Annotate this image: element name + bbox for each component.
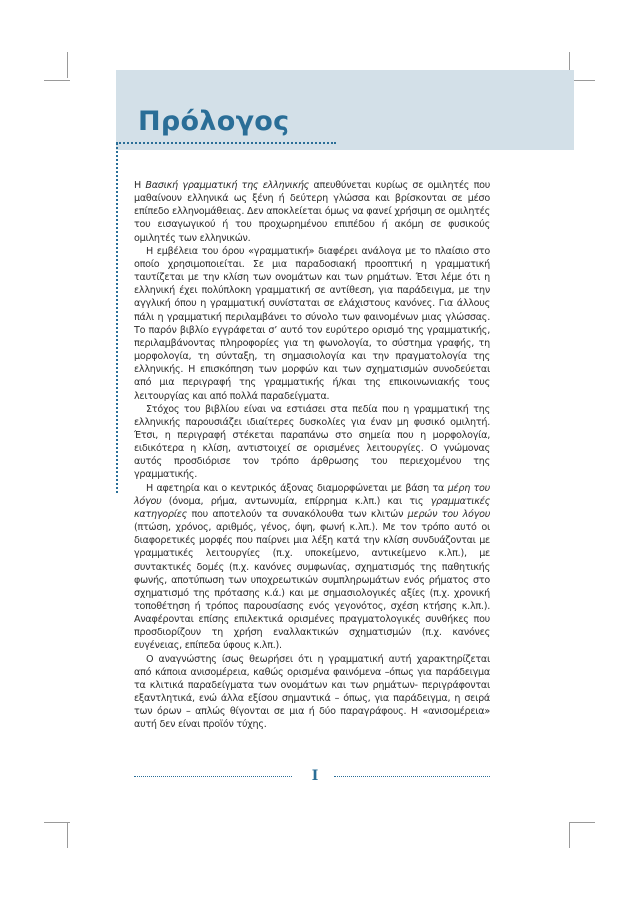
page-number: I [311,768,319,784]
left-dotted-rule [116,143,118,493]
paragraph [134,403,490,482]
crop-mark [569,822,570,848]
paragraph [134,179,490,245]
text-run: Στόχος του βιβλίου είναι να εστιάσει στα πεδία που η γραμματική της ελληνικής παρουσιάζει ιδιαίτερες δυσκολίες για έναν μη φυσικό ομιλητή. Έτσι, η περιγραφή στέκεται παραπάνω στο σημεία που η μορφολογία, ειδικότερα η κλίση, αντιστοιχεί σε ορισμένες λειτουργίες. Ο γνώμονας αυτός προσδιόρισε τον τρόπο άρθρωσης του περιεχομένου της γραμματικής. [134,403,490,481]
page-title: Πρόλογος [138,106,290,137]
text-run: Η [134,180,146,191]
paragraph [134,482,490,653]
italic-text: μερών του λόγου [407,508,491,520]
italic-text: μέρη του λόγου [134,482,490,507]
crop-mark [67,52,68,78]
text-run: (όνομα, ρήμα, αντωνυμία, επίρρημα κ.λπ.) και τις [161,495,431,507]
text-run: που αποτελούν τα συνακόλουθα των κλιτών [187,508,408,520]
italic-text: Βασική γραμματική της ελληνικής [145,180,310,191]
italic-text: γραμματικές κατηγορίες [134,495,490,520]
paragraph [134,653,490,732]
crop-mark [67,822,68,848]
body-text [134,179,490,732]
text-run: Η αφετηρία και ο κεντρικός άξονας διαμορφώνεται με βάση τα [146,482,448,494]
footer-rule-left [134,776,292,777]
crop-mark [44,80,70,81]
crop-mark [569,822,595,823]
text-run: (πτώση, χρόνος, αριθμός, γένος, όψη, φωνή κ.λπ.). Με τον τρόπο αυτό οι διαφορετικές μορφές που παίρνει μια λέξη κατά την κλίση συνδυάζονται με γραμματικές λειτουργίες (π.χ. υποκείμενο, αντικείμενο κ.λπ.), με συντακτικές δομές (π.χ. κανόνες συμφωνίας, σχηματισμός της παθητικής φωνής, αποτύπωση των υποχρεωτικών συμπληρωμάτων ενός ρήματος στο σχηματισμό της πρότασης κ.ά.) και με σημασιολογικές αξίες (π.χ. χρονική τοποθέτηση ή τρόπος παρουσίασης ενός γεγονότος, σχέση κτήσης κ.λπ.). Αναφέρονται επίσης επιλεκτικά ορισμένες πραγματολογικές συνθήκες που προσδιορίζουν τη χρήση εναλλακτικών σχηματισμών (π.χ. κανόνες ευγένειας, επίπεδα ύφους κ.λπ.). [134,522,490,652]
title-underline [116,142,336,144]
text-run: Ο αναγνώστης ίσως θεωρήσει ότι η γραμματική αυτή χαρακτηρίζεται από κάποια ανισομέρεια, καθώς ορισμένα φαινόμενα –όπως για παράδειγμα τα κλιτικά παραδείγματα των ονομάτων και των ρημάτων- περιγράφονται εξαντλητικά, ενώ άλλα εξίσου σημαντικά – όπως, για παράδειγμα, η σειρά των όρων – απλώς θίγονται σε μια ή δύο παραγράφους. Η «ανισομέρεια» αυτή δεν είναι προϊόν τύχης. [134,653,490,731]
paragraph [134,245,490,403]
text-run: απευθύνεται κυρίως σε ομιλητές που μαθαίνουν ελληνικά ως ξένη ή δεύτερη γλώσσα και βρίσκονται σε μέσο επίπεδο ελληνομάθειας. Δεν αποκλείεται όμως να φανεί χρήσιμη σε ομιλητές του εισαγωγικού ή του προχωρημένου επιπέδου ή ακόμη σε φυσικούς ομιλητές των ελληνικών. [134,180,491,244]
text-run: Η εμβέλεια του όρου «γραμματική» διαφέρει ανάλογα με το πλαίσιο στο οποίο χρησιμοποιείται. Σε μια παραδοσιακή προοπτική η γραμματική ταυτίζεται με την κλίση των ονομάτων και των ρημάτων. Έτσι λέμε ότι η ελληνική έχει πολύπλοκη γραμματική σε αντίθεση, για παράδειγμα, με την αγγλική όπου η γραμματική συνίσταται σε ελάχιστους κανόνες. Για άλλους πάλι η γραμματική περιλαμβάνει το σύνολο των φαινομένων μιας γλώσσας. Το παρόν βιβλίο εγγράφεται σ’ αυτό τον ευρύτερο ορισμό της γραμματικής, περιλαμβάνοντας πληροφορίες για τη φωνολογία, το σύστημα γραφής, τη μορφολογία, τη σύνταξη, τη σημασιολογία και την πραγματολογία της ελληνικής. Η επισκόπηση των μορφών και των σχηματισμών συνοδεύεται από μια περιγραφή της γραμματικής ή/και της επικοινωνιακής τους λειτουργίας και από πολλά παραδείγματα. [134,245,490,402]
footer-rule-right [334,776,490,777]
